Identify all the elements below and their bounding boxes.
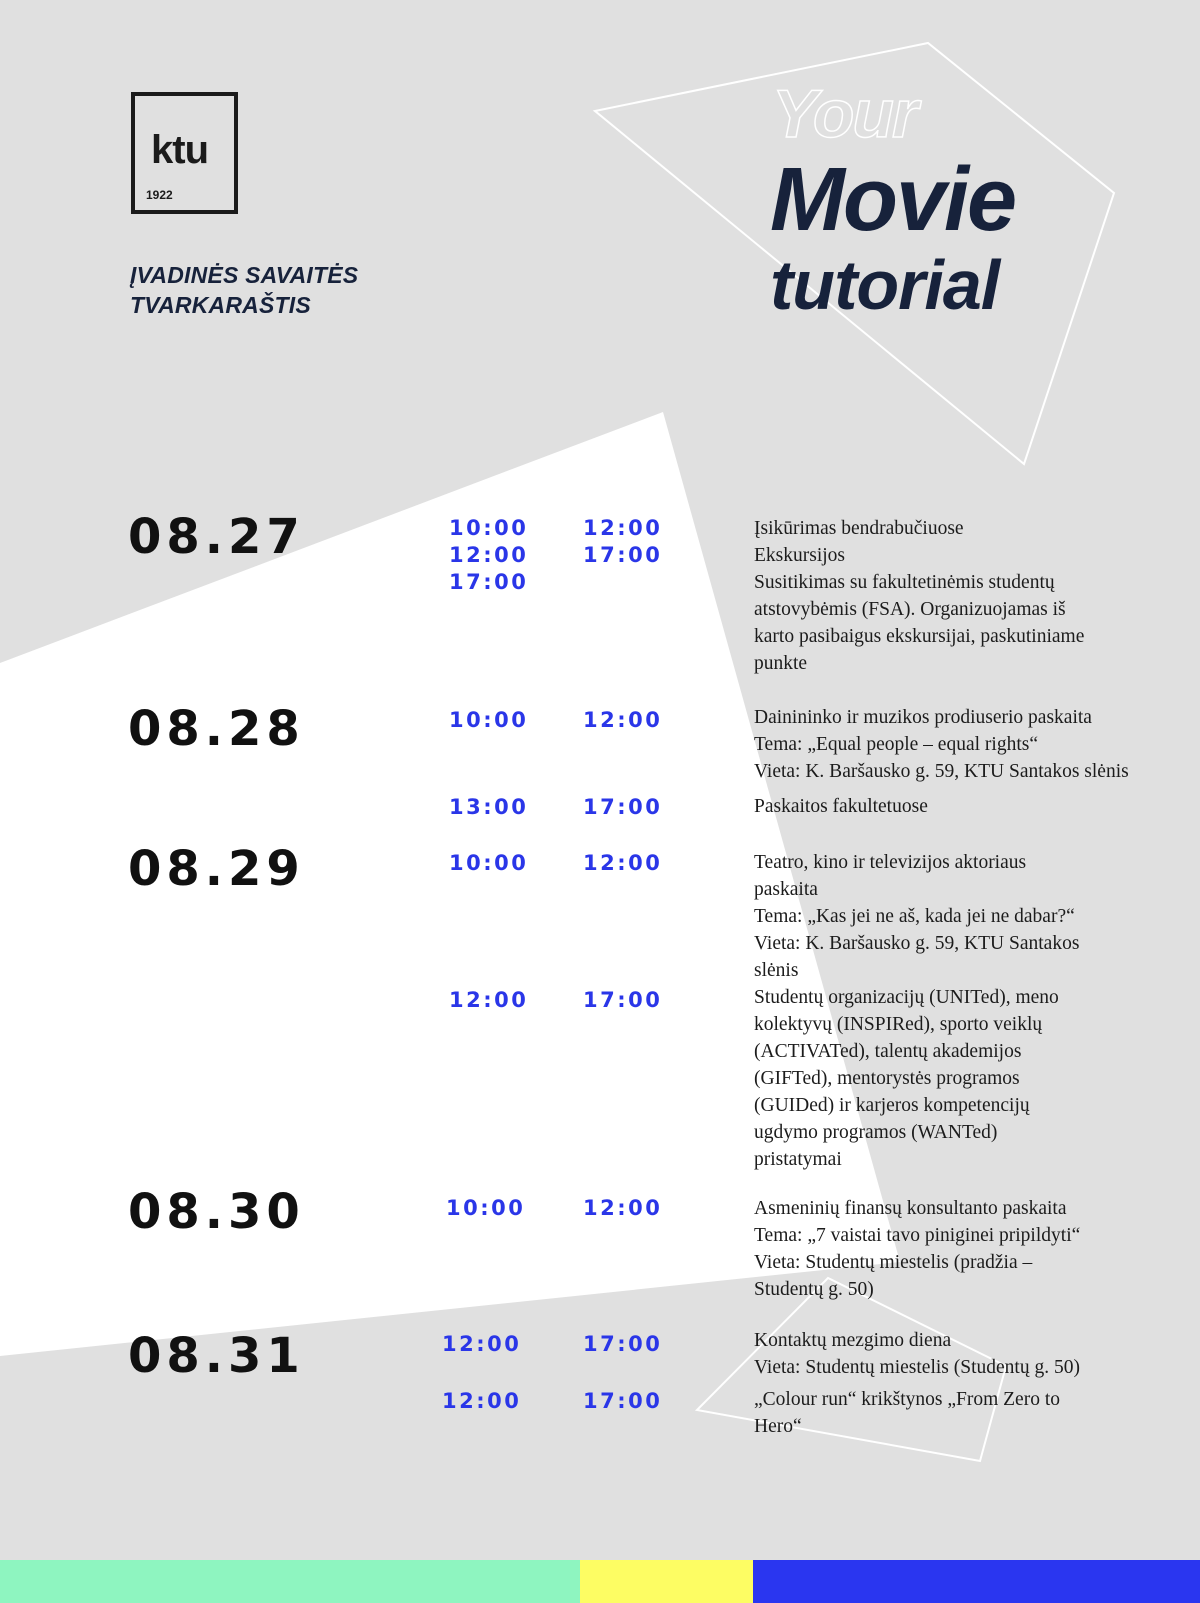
desc-line: „Colour run“ krikštynos „From Zero to [754, 1389, 1060, 1410]
time-end: 17:00 [583, 1332, 663, 1356]
desc-line: Vieta: K. Baršausko g. 59, KTU Santakos slėnis [754, 761, 1129, 782]
desc-line: Įsikūrimas bendrabučiuose [754, 518, 964, 539]
time-end: 12:00 [583, 708, 663, 732]
desc-line: Paskaitos fakultetuose [754, 796, 928, 817]
time-end: 17:00 [583, 1389, 663, 1413]
time-end: 12:00 [583, 1196, 663, 1220]
logo-year: 1922 [146, 188, 173, 202]
desc-line: (GUIDed) ir karjeros kompetencijų [754, 1095, 1030, 1116]
time-start: 12:00 [449, 543, 529, 567]
color-bar-yellow [580, 1560, 753, 1603]
desc-line: Vieta: Studentų miestelis (pradžia – [754, 1252, 1033, 1273]
desc-line: ugdymo programos (WANTed) [754, 1122, 998, 1143]
desc-line: Tema: „Kas jei ne aš, kada jei ne dabar?“ [754, 906, 1075, 927]
desc-line: karto pasibaigus ekskursijai, paskutiniame [754, 626, 1085, 647]
time-start: 10:00 [449, 516, 529, 540]
subtitle-line-1: ĮVADINĖS SAVAITĖS [130, 262, 359, 288]
desc-line: slėnis [754, 960, 799, 981]
desc-line: Asmeninių finansų konsultanto paskaita [754, 1198, 1067, 1219]
desc-line: punkte [754, 653, 808, 674]
desc-line: Studentų organizacijų (UNITed), meno [754, 987, 1059, 1008]
desc-line: Vieta: K. Baršausko g. 59, KTU Santakos [754, 933, 1080, 954]
event-description [754, 1195, 1174, 1303]
desc-line: Studentų g. 50) [754, 1279, 874, 1300]
desc-line: Vieta: Studentų miestelis (Studentų g. 50) [754, 1357, 1080, 1378]
time-start: 12:00 [449, 988, 529, 1012]
desc-line: (GIFTed), mentorystės programos [754, 1068, 1020, 1089]
desc-line: Teatro, kino ir televizijos aktoriaus [754, 852, 1027, 873]
event-description [754, 1386, 1174, 1440]
time-end: 17:00 [583, 988, 663, 1012]
desc-line: pristatymai [754, 1149, 842, 1170]
time-start: 12:00 [442, 1389, 522, 1413]
subtitle-line-2: TVARKARAŠTIS [130, 292, 311, 318]
date-0827: 08.27 [128, 509, 305, 565]
event-description [754, 793, 1174, 820]
time-end: 17:00 [583, 795, 663, 819]
event-description [754, 849, 1174, 1173]
date-0828: 08.28 [128, 701, 305, 757]
time-end: 12:00 [583, 516, 663, 540]
time-start: 10:00 [446, 1196, 526, 1220]
time-start: 13:00 [449, 795, 529, 819]
desc-line: kolektyvų (INSPIRed), sporto veiklų [754, 1014, 1043, 1035]
desc-line: Dainininko ir muzikos prodiuserio paskaita [754, 707, 1092, 728]
color-bar-mint [0, 1560, 580, 1603]
color-bar-blue [753, 1560, 1200, 1603]
time-end: 12:00 [583, 851, 663, 875]
time-end: 17:00 [583, 543, 663, 567]
time-start: 12:00 [442, 1332, 522, 1356]
time-start: 10:00 [449, 851, 529, 875]
date-0830: 08.30 [128, 1184, 305, 1240]
schedule-subtitle [130, 260, 430, 320]
event-description [754, 1327, 1174, 1381]
desc-line: (ACTIVATed), talentų akademijos [754, 1041, 1022, 1062]
time-start: 17:00 [449, 570, 529, 594]
event-description [754, 704, 1174, 785]
desc-line: Tema: „Equal people – equal rights“ [754, 734, 1038, 755]
date-0831: 08.31 [128, 1328, 305, 1384]
ktu-logo [131, 92, 238, 214]
title-your: Your [772, 76, 917, 152]
desc-line: Tema: „7 vaistai tavo piniginei pripildyti“ [754, 1225, 1081, 1246]
title-tutorial: tutorial [770, 246, 1000, 324]
desc-line: paskaita [754, 879, 818, 900]
desc-line: Kontaktų mezgimo diena [754, 1330, 952, 1351]
event-description [754, 515, 1174, 677]
desc-line: Hero“ [754, 1416, 802, 1437]
desc-line: Susitikimas su fakultetinėmis studentų [754, 572, 1055, 593]
title-movie: Movie [770, 150, 1016, 250]
desc-line: Ekskursijos [754, 545, 846, 566]
logo-text: ktu [151, 128, 208, 172]
date-0829: 08.29 [128, 841, 305, 897]
desc-line: atstovybėmis (FSA). Organizuojamas iš [754, 599, 1066, 620]
time-start: 10:00 [449, 708, 529, 732]
